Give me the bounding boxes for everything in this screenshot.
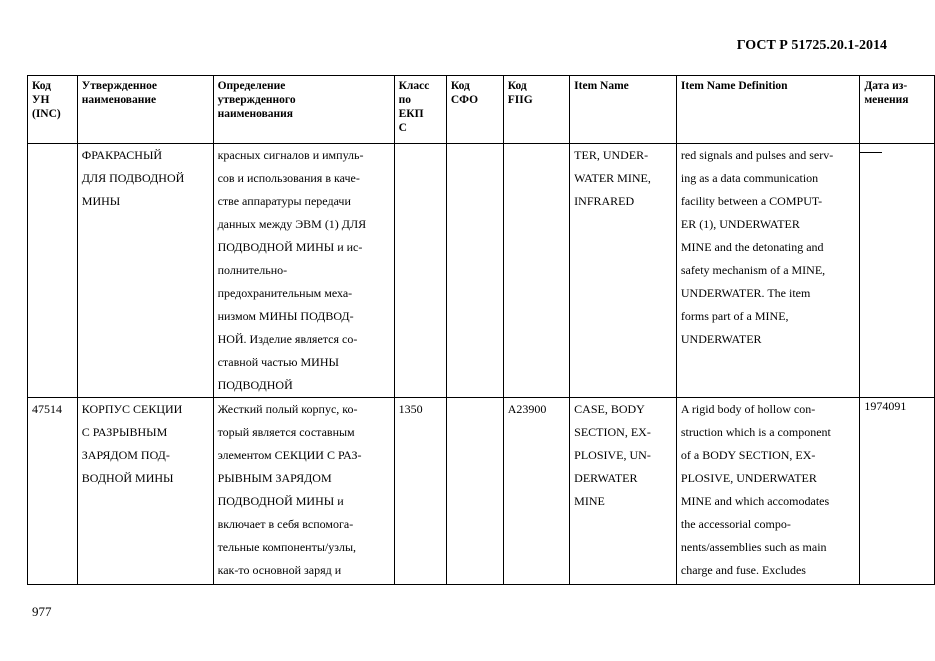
cell-code <box>28 144 78 398</box>
text-line: сов и использования в каче- <box>217 171 360 185</box>
text-line: MINE and the detonating and <box>680 240 824 254</box>
text-line: элементом СЕКЦИИ С РАЗ- <box>217 448 362 462</box>
cell-sfo <box>446 144 503 398</box>
cell-item-name <box>570 398 677 585</box>
date-divider <box>860 152 882 153</box>
header-line: по <box>398 94 411 106</box>
text-line: красных сигналов и импуль- <box>217 148 364 162</box>
text-line: the accessorial compo- <box>680 517 791 531</box>
text-line: ставной частью МИНЫ <box>217 355 339 369</box>
col-header-item-definition <box>676 76 859 144</box>
header-line: С <box>398 122 407 134</box>
header-line: менения <box>864 94 909 106</box>
cell-fiig: A23900 <box>503 398 569 585</box>
text-line: ПОДВОДНОЙ МИНЫ и <box>217 494 344 508</box>
text-line: КОРПУС СЕКЦИИ <box>81 402 183 416</box>
header-line: наименование <box>81 94 157 106</box>
cell-date: 1974091 <box>860 398 935 585</box>
text-line: ER (1), UNDERWATER <box>680 217 800 231</box>
text-line: of a BODY SECTION, EX- <box>680 448 816 462</box>
text-line: предохранительным меха- <box>217 286 353 300</box>
cell-name <box>77 398 213 585</box>
text-line: safety mechanism of a MINE, <box>680 263 826 277</box>
text-line: низмом МИНЫ ПОДВОД- <box>217 309 354 323</box>
cell-class: 1350 <box>394 398 446 585</box>
text-line: ing as a data communication <box>680 171 819 185</box>
text-line: facility between a COMPUT- <box>680 194 823 208</box>
header-line: Код <box>507 80 527 92</box>
text-line: НОЙ. Изделие является со- <box>217 332 358 346</box>
header-line: наименования <box>217 108 294 120</box>
col-header-sfo <box>446 76 503 144</box>
text-line: С РАЗРЫВНЫМ <box>81 425 168 439</box>
text-line: MINE and which accomodates <box>680 494 830 508</box>
text-line: red signals and pulses and serv- <box>680 148 834 162</box>
col-header-definition <box>213 76 394 144</box>
text-line: MINE <box>574 494 605 508</box>
col-header-code <box>28 76 78 144</box>
table-row <box>28 398 935 585</box>
cell-item-definition <box>676 398 859 585</box>
header-line: Утвержденное <box>81 80 157 92</box>
text-line: МИНЫ <box>81 194 121 208</box>
cell-code: 47514 <box>28 398 78 585</box>
table-header-row <box>28 76 935 144</box>
cell-item-name <box>570 144 677 398</box>
cell-definition <box>213 398 394 585</box>
standard-number: ГОСТ Р 51725.20.1-2014 <box>736 38 887 53</box>
cell-class <box>394 144 446 398</box>
col-header-item-name <box>570 76 677 144</box>
col-header-date <box>860 76 935 144</box>
text-line: ПОДВОДНОЙ <box>217 378 293 392</box>
page-number: 977 <box>32 604 52 619</box>
header-line: Item Name Definition <box>680 80 788 92</box>
text-line: UNDERWATER <box>680 332 762 346</box>
text-line: тельные компоненты/узлы, <box>217 540 357 554</box>
header-line: Дата из- <box>864 80 908 92</box>
text-line: PLOSIVE, UNDERWATER <box>680 471 817 485</box>
text-line: nents/assemblies such as main <box>680 540 827 554</box>
text-line: CASE, BODY <box>574 402 645 416</box>
header-line: ЕКП <box>398 108 424 120</box>
text-line: charge and fuse. Excludes <box>680 563 806 577</box>
cell-sfo <box>446 398 503 585</box>
text-line: Жесткий полый корпус, ко- <box>217 402 358 416</box>
cell-name <box>77 144 213 398</box>
cell-item-definition <box>676 144 859 398</box>
header-line: Код <box>32 80 52 92</box>
text-line: TER, UNDER- <box>574 148 649 162</box>
cell-fiig <box>503 144 569 398</box>
header-line: FIIG <box>507 94 533 106</box>
text-line: торый является составным <box>217 425 355 439</box>
table-row <box>28 144 935 398</box>
text-line: INFRARED <box>574 194 635 208</box>
text-line: UNDERWATER. The item <box>680 286 811 300</box>
header-line: Класс <box>398 80 430 92</box>
text-line: DERWATER <box>574 471 638 485</box>
header-line: СФО <box>450 94 479 106</box>
items-table <box>27 75 935 585</box>
text-line: стве аппаратуры передачи <box>217 194 351 208</box>
cell-date <box>860 144 935 398</box>
text-line: A rigid body of hollow con- <box>680 402 816 416</box>
header-line: утвержденного <box>217 94 296 106</box>
text-line: SECTION, EX- <box>574 425 651 439</box>
col-header-name <box>77 76 213 144</box>
text-line: forms part of a MINE, <box>680 309 789 323</box>
header-line: Item Name <box>574 80 629 92</box>
header-line: Код <box>450 80 470 92</box>
text-line: полнительно- <box>217 263 288 277</box>
text-line: struction which is a component <box>680 425 831 439</box>
text-line: как-то основной заряд и <box>217 563 342 577</box>
text-line: данных между ЭВМ (1) ДЛЯ <box>217 217 367 231</box>
text-line: ФРАКРАСНЫЙ <box>81 148 163 162</box>
col-header-class <box>394 76 446 144</box>
col-header-fiig <box>503 76 569 144</box>
text-line: PLOSIVE, UN- <box>574 448 651 462</box>
header-line: (INC) <box>32 108 61 120</box>
header-line: Определение <box>217 80 286 92</box>
text-line: ВОДНОЙ МИНЫ <box>81 471 174 485</box>
text-line: ДЛЯ ПОДВОДНОЙ <box>81 171 185 185</box>
text-line: РЫВНЫМ ЗАРЯДОМ <box>217 471 332 485</box>
text-line: включает в себя вспомога- <box>217 517 354 531</box>
cell-definition <box>213 144 394 398</box>
header-line: УН <box>32 94 50 106</box>
text-line: ЗАРЯДОМ ПОД- <box>81 448 170 462</box>
text-line: WATER MINE, <box>574 171 651 185</box>
text-line: ПОДВОДНОЙ МИНЫ и ис- <box>217 240 363 254</box>
